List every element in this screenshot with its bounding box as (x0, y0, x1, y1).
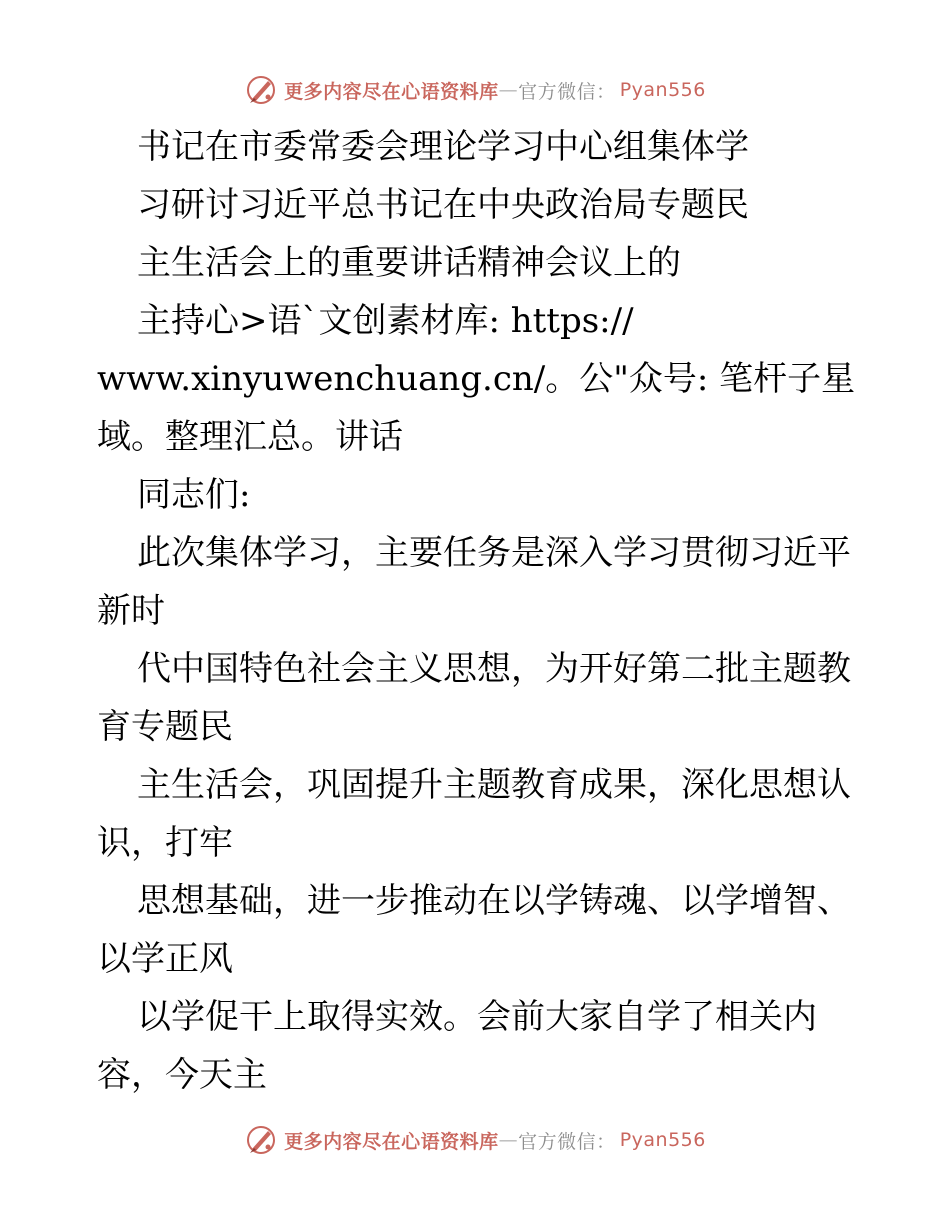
document-line: 思想基础，进一步推动在以学铸魂、以学增智、 (137, 881, 851, 921)
document-line: 以学促干上取得实效。会前大家自学了相关内 (137, 997, 817, 1037)
banner-brand-text: 更多内容尽在心语资料库 (284, 1130, 499, 1153)
pen-logo-icon (244, 1123, 278, 1157)
banner-separator: — (498, 79, 519, 101)
banner-official-label: 官方微信： (518, 80, 616, 103)
banner-text (284, 1127, 706, 1154)
document-line: 域。整理汇总。讲话 (97, 417, 403, 457)
banner-wechat-id: Pyan556 (619, 1129, 706, 1151)
document-line: 主持心>语`文创素材库: https:// (137, 301, 634, 341)
banner-text (284, 77, 706, 104)
banner-official-label: 官方微信： (518, 1130, 616, 1153)
document-line: 书记在市委常委会理论学习中心组集体学 (137, 127, 749, 167)
document-line: 此次集体学习，主要任务是深入学习贯彻习近平 (137, 533, 851, 573)
document-line: 同志们: (137, 475, 251, 515)
document-line: 以学正风 (97, 939, 233, 979)
banner-brand-text: 更多内容尽在心语资料库 (284, 80, 499, 103)
banner-separator: — (498, 1129, 519, 1151)
footer-banner (0, 1120, 950, 1160)
document-line: 识，打牢 (97, 823, 233, 863)
document-body (97, 118, 877, 1104)
banner-wechat-id: Pyan556 (619, 79, 706, 101)
document-line: 主生活会上的重要讲话精神会议上的 (137, 243, 681, 283)
document-line: 主生活会，巩固提升主题教育成果，深化思想认 (137, 765, 851, 805)
header-banner (0, 70, 950, 110)
document-line: 代中国特色社会主义思想，为开好第二批主题教 (137, 649, 851, 689)
document-line: 容，今天主 (97, 1055, 267, 1095)
document-line: 育专题民 (97, 707, 233, 747)
document-line: 习研讨习近平总书记在中央政治局专题民 (137, 185, 749, 225)
document-line: 新时 (97, 591, 165, 631)
document-line: www.xinyuwenchuang.cn/。公"众号: 笔杆子星 (97, 359, 856, 399)
pen-logo-icon (244, 73, 278, 107)
